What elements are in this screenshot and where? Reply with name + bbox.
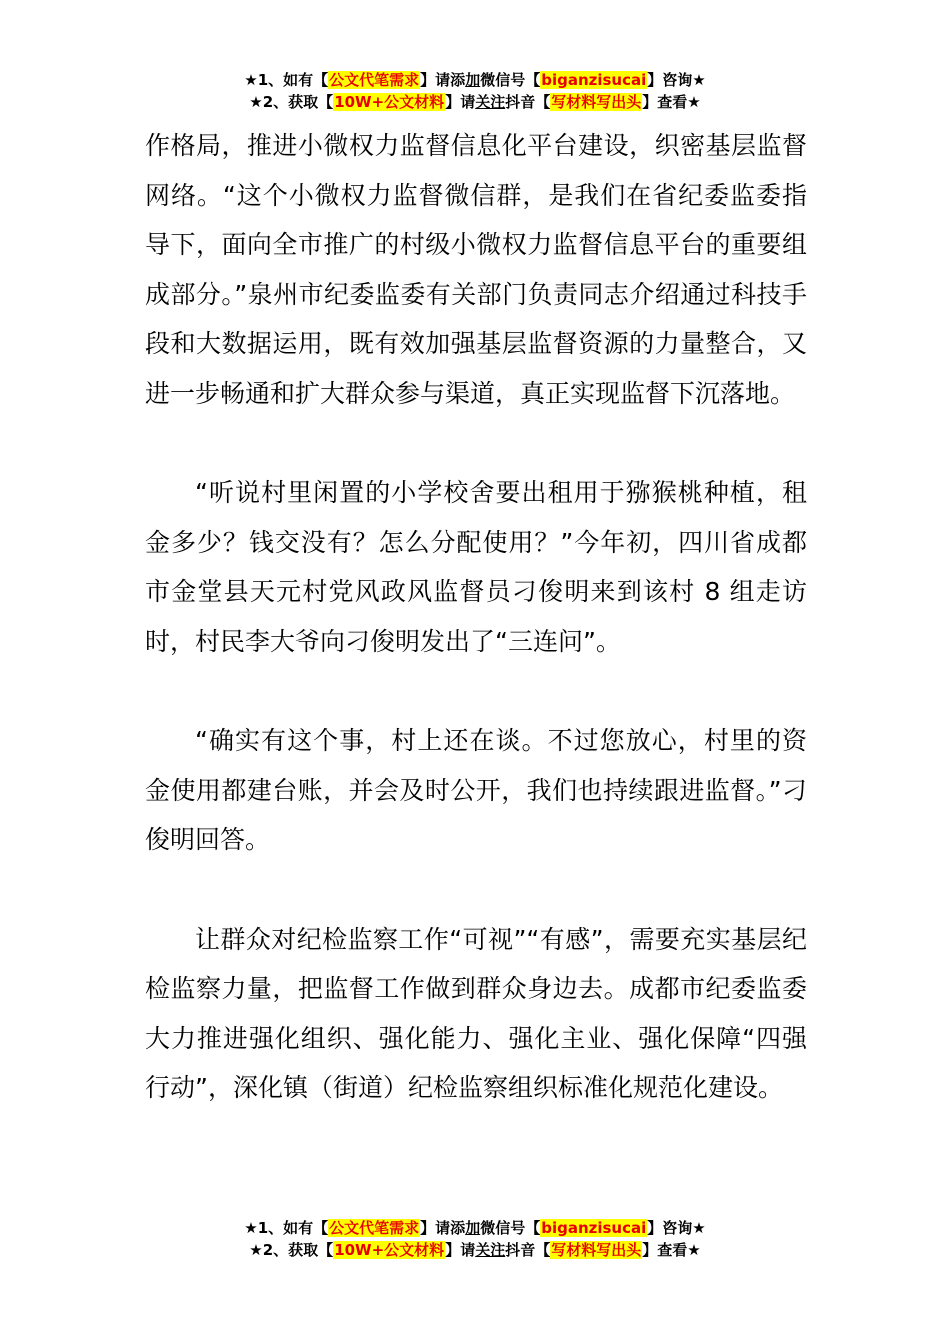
banner-line-1 [0, 1217, 950, 1239]
banner-line-2 [0, 1239, 950, 1261]
paragraph-4: 让群众对纪检监察工作“可视”“有感”，需要充实基层纪检监察力量，把监督工作做到群众身边去。成都市纪委监委大力推进强化组织、强化能力、强化主业、强化保障“四强行动”，深化镇（街道）纪检监察组织标准化规范化建设。 [145, 924, 807, 1103]
banner-line-2 [0, 91, 950, 113]
banner-text: ★1、如有【 [244, 1219, 329, 1237]
service-highlight: 公文代笔需求 [329, 71, 420, 89]
banner-text: 】请添 [420, 71, 466, 89]
banner-text: 】请添 [420, 1219, 466, 1237]
banner-text: 关注 [475, 1241, 506, 1259]
banner-text: 】查看★ [642, 1241, 701, 1259]
paragraph-2: “听说村里闲置的小学校舍要出租用于猕猴桃种植，租金多少？钱交没有？怎么分配使用？”今年初，四川省成都市金堂县天元村党风政风监督员刁俊明来到该村 8 组走访时，村民李大爷向刁俊明发出了“三连问”。 [145, 478, 807, 656]
paragraph-spacer [145, 419, 807, 469]
banner-line-1 [0, 69, 950, 91]
footer-banner [0, 1217, 950, 1261]
banner-text: 关注 [475, 93, 506, 111]
banner-text: 抖音【 [505, 1241, 551, 1259]
banner-text: 微信号【 [480, 1219, 541, 1237]
document-body [145, 121, 807, 1113]
banner-text: 微信号【 [480, 71, 541, 89]
banner-text: 抖音【 [505, 93, 551, 111]
paragraph-spacer [145, 667, 807, 717]
banner-text: 加 [465, 71, 481, 89]
banner-text: 】请 [445, 93, 476, 111]
banner-text: 】查看★ [642, 93, 701, 111]
wechat-id-highlight: biganzisucai [541, 1219, 647, 1237]
materials-highlight: 10W+公文材料 [334, 1241, 445, 1259]
paragraph-spacer [145, 865, 807, 915]
banner-text: 】咨询★ [647, 71, 706, 89]
wechat-id-highlight: biganzisucai [541, 71, 647, 89]
paragraph-1: 作格局，推进小微权力监督信息化平台建设，织密基层监督网络。“这个小微权力监督微信群，是我们在省纪委监委指导下，面向全市推广的村级小微权力监督信息平台的重要组成部分。”泉州市纪委监委有关部门负责同志介绍通过科技手段和大数据运用，既有效加强基层监督资源的力量整合，又进一步畅通和扩大群众参与渠道，真正实现监督下沉落地。 [145, 131, 807, 408]
banner-text: 加 [465, 1219, 481, 1237]
banner-text: 】请 [445, 1241, 476, 1259]
materials-highlight: 10W+公文材料 [334, 93, 445, 111]
service-highlight: 公文代笔需求 [329, 1219, 420, 1237]
banner-text: ★2、获取【 [249, 1241, 334, 1259]
banner-text: ★1、如有【 [244, 71, 329, 89]
douyin-id-highlight: 写材料写出头 [551, 1241, 642, 1259]
paragraph-3: “确实有这个事，村上还在谈。不过您放心，村里的资金使用都建台账，并会及时公开，我们也持续跟进监督。”刁俊明回答。 [145, 726, 807, 855]
douyin-id-highlight: 写材料写出头 [551, 93, 642, 111]
banner-text: ★2、获取【 [249, 93, 334, 111]
header-banner [0, 69, 950, 113]
banner-text: 】咨询★ [647, 1219, 706, 1237]
